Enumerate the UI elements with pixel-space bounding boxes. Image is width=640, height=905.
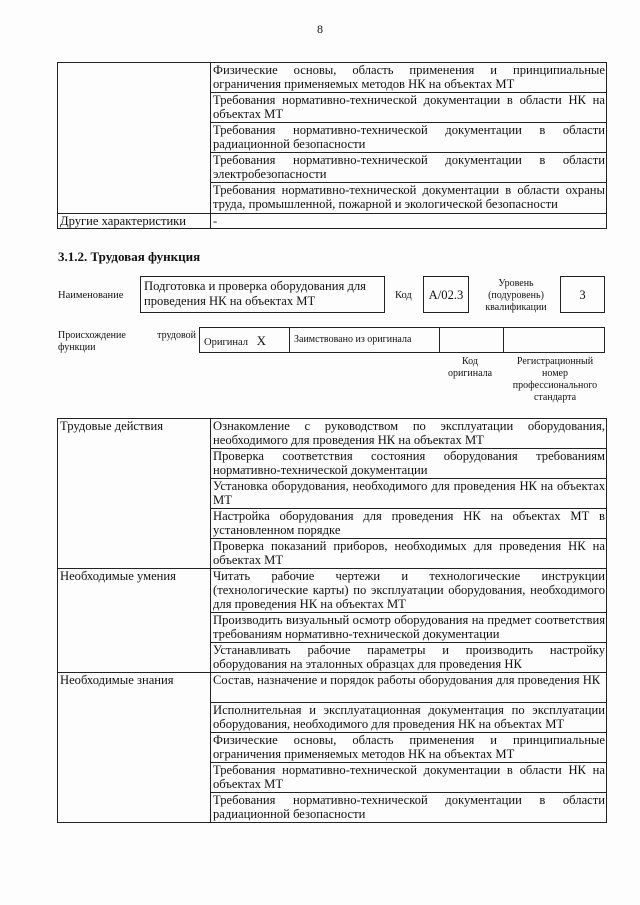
table-cell: Состав, назначение и порядок работы оборудования для проведения НК (211, 673, 607, 703)
function-name-value: Подготовка и проверка оборудования для проведения НК на объектах МТ (144, 279, 366, 308)
table-cell: Проверка показаний приборов, необходимых для проведения НК на объектах МТ (211, 539, 607, 569)
table-cell: Физические основы, область применения и принципиальные ограничения применяемых методов НК на объектах МТ (211, 63, 607, 93)
table-cell: Исполнительная и эксплуатационная документация по эксплуатации оборудования, необходимого для проведения НК на объектах МТ (211, 703, 607, 733)
original-mark: X (256, 333, 267, 348)
origin-label: Происхождение трудовой функции (58, 330, 196, 353)
original-cell (200, 328, 290, 352)
original-code-cell (440, 328, 504, 352)
group-label-knowledge: Необходимые знания (58, 673, 211, 823)
registration-number-cell (504, 328, 604, 352)
code-box (423, 276, 469, 313)
table-cell: Устанавливать рабочие параметры и производить настройку оборудования на эталонных образцах для проведения НК (211, 643, 607, 673)
table-cell: Установка оборудования, необходимого для проведения НК на объектах МТ (211, 479, 607, 509)
table-cell: Требования нормативно-технической документации в области НК на объектах МТ (211, 93, 607, 123)
table-label-other: Другие характеристики (58, 214, 211, 229)
knowledge-table-continuation (57, 62, 607, 229)
function-name-box (140, 276, 385, 313)
table-cell: Читать рабочие чертежи и технологические инструкции (технологические карты) по эксплуатации оборудования, необходимого для проведения НК на объектах МТ (211, 569, 607, 613)
borrowed-label: Заимствовано из оригинала (294, 334, 412, 345)
group-label-skills: Необходимые умения (58, 569, 211, 673)
code-value: А/02.3 (428, 288, 464, 302)
labor-function-table (57, 418, 607, 823)
table-cell: Производить визуальный осмотр оборудования на предмет соответствия требованиям нормативно-технической документации (211, 613, 607, 643)
original-label: Оригинал (204, 337, 248, 348)
origin-boxes (199, 327, 605, 353)
page-number: 8 (317, 22, 323, 36)
table-cell: - (211, 214, 607, 229)
borrowed-cell (290, 328, 440, 352)
section-title: 3.1.2. Трудовая функция (58, 249, 201, 264)
table-cell: Ознакомление с руководством по эксплуатации оборудования, необходимого для проведения НК на объектах МТ (211, 419, 607, 449)
code-label: Код (395, 290, 412, 301)
table-cell: Требования нормативно-технической документации в области радиационной безопасности (211, 123, 607, 153)
name-label: Наименование (58, 290, 124, 301)
group-label-actions: Трудовые действия (58, 419, 211, 569)
table-cell: Требования нормативно-технической документации в области радиационной безопасности (211, 793, 607, 823)
table-cell: Требования нормативно-технической документации в области электробезопасности (211, 153, 607, 183)
table-cell: Настройка оборудования для проведения НК на объектах МТ в установленном порядке (211, 509, 607, 539)
level-label: Уровень (подуровень) квалификации (485, 278, 547, 313)
table-cell: Физические основы, область применения и принципиальные ограничения применяемых методов НК на объектах МТ (211, 733, 607, 763)
table-cell: Проверка соответствия состояния оборудования требованиям нормативно-технической документации (211, 449, 607, 479)
registration-caption: Регистрационный номер профессионального стандарта (512, 356, 598, 403)
level-value: 3 (579, 288, 586, 302)
code-caption: Код оригинала (447, 356, 493, 379)
level-box (560, 276, 605, 313)
table-label-cell (58, 63, 211, 214)
table-cell: Требования нормативно-технической документации в области НК на объектах МТ (211, 763, 607, 793)
table-cell: Требования нормативно-технической документации в области охраны труда, промышленной, пожарной и экологической безопасности (211, 183, 607, 214)
